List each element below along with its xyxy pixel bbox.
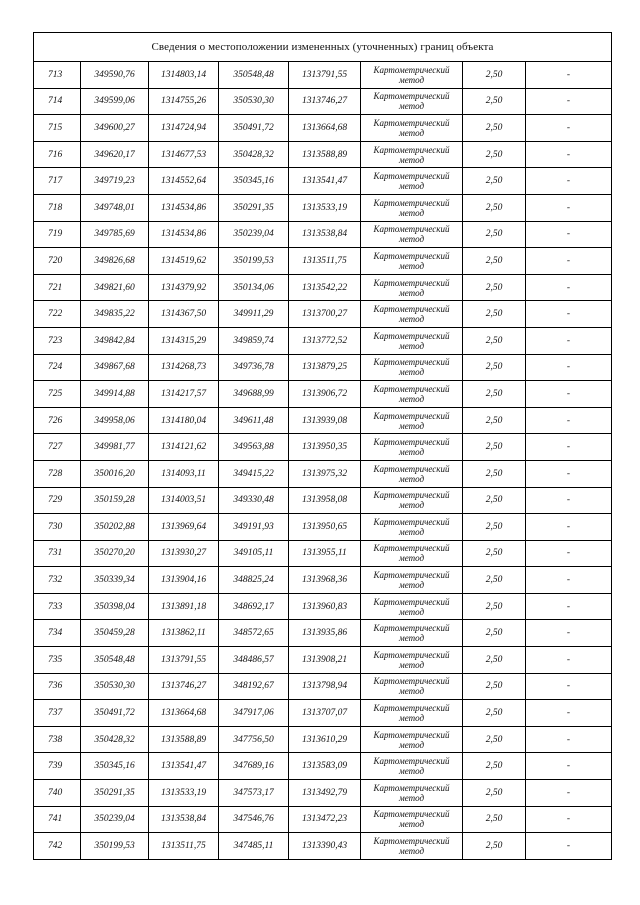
y-existing-cell: 1314093,11 (149, 460, 219, 487)
table-row (34, 673, 612, 700)
x-refined-cell: 348486,57 (219, 647, 289, 674)
note-cell: - (526, 726, 612, 753)
y-existing-cell: 1313533,19 (149, 780, 219, 807)
y-existing-cell: 1313746,27 (149, 673, 219, 700)
point-number-cell: 727 (34, 434, 81, 461)
y-existing-cell: 1313862,11 (149, 620, 219, 647)
table-row (34, 833, 612, 860)
point-number-cell: 737 (34, 700, 81, 727)
x-refined-cell: 349330,48 (219, 487, 289, 514)
y-refined-cell: 1313950,35 (289, 434, 361, 461)
note-cell: - (526, 434, 612, 461)
accuracy-cell: 2,50 (463, 726, 526, 753)
note-cell: - (526, 194, 612, 221)
point-number-cell: 723 (34, 327, 81, 354)
point-number-cell: 716 (34, 141, 81, 168)
y-existing-cell: 1313969,64 (149, 514, 219, 541)
point-number-cell: 733 (34, 593, 81, 620)
table-title-row (34, 33, 612, 62)
x-existing-cell: 350345,16 (81, 753, 149, 780)
method-cell: Картометрический метод (361, 194, 463, 221)
method-cell: Картометрический метод (361, 168, 463, 195)
x-refined-cell: 348692,17 (219, 593, 289, 620)
table-row (34, 168, 612, 195)
method-cell: Картометрический метод (361, 487, 463, 514)
note-cell: - (526, 381, 612, 408)
point-number-cell: 715 (34, 115, 81, 142)
point-number-cell: 739 (34, 753, 81, 780)
x-existing-cell: 350239,04 (81, 806, 149, 833)
x-refined-cell: 349105,11 (219, 540, 289, 567)
point-number-cell: 740 (34, 780, 81, 807)
note-cell: - (526, 806, 612, 833)
x-existing-cell: 349826,68 (81, 248, 149, 275)
x-existing-cell: 349748,01 (81, 194, 149, 221)
accuracy-cell: 2,50 (463, 514, 526, 541)
note-cell: - (526, 700, 612, 727)
y-existing-cell: 1314534,86 (149, 221, 219, 248)
note-cell: - (526, 115, 612, 142)
y-existing-cell: 1314755,26 (149, 88, 219, 115)
y-refined-cell: 1313588,89 (289, 141, 361, 168)
x-existing-cell: 350270,20 (81, 540, 149, 567)
x-existing-cell: 349599,06 (81, 88, 149, 115)
note-cell: - (526, 593, 612, 620)
method-cell: Картометрический метод (361, 806, 463, 833)
accuracy-cell: 2,50 (463, 540, 526, 567)
y-existing-cell: 1314367,50 (149, 301, 219, 328)
method-cell: Картометрический метод (361, 88, 463, 115)
x-refined-cell: 349191,93 (219, 514, 289, 541)
point-number-cell: 729 (34, 487, 81, 514)
note-cell: - (526, 673, 612, 700)
accuracy-cell: 2,50 (463, 780, 526, 807)
x-refined-cell: 350291,35 (219, 194, 289, 221)
x-refined-cell: 347485,11 (219, 833, 289, 860)
method-cell: Картометрический метод (361, 381, 463, 408)
method-cell: Картометрический метод (361, 301, 463, 328)
point-number-cell: 720 (34, 248, 81, 275)
x-refined-cell: 348825,24 (219, 567, 289, 594)
accuracy-cell: 2,50 (463, 301, 526, 328)
x-existing-cell: 349620,17 (81, 141, 149, 168)
y-refined-cell: 1313542,22 (289, 274, 361, 301)
method-cell: Картометрический метод (361, 833, 463, 860)
x-existing-cell: 349981,77 (81, 434, 149, 461)
x-refined-cell: 347917,06 (219, 700, 289, 727)
x-existing-cell: 349785,69 (81, 221, 149, 248)
y-refined-cell: 1313533,19 (289, 194, 361, 221)
point-number-cell: 714 (34, 88, 81, 115)
y-existing-cell: 1314803,14 (149, 62, 219, 89)
table-title: Сведения о местоположении измененных (уточненных) границ объекта (34, 33, 612, 62)
note-cell: - (526, 620, 612, 647)
y-refined-cell: 1313664,68 (289, 115, 361, 142)
note-cell: - (526, 248, 612, 275)
x-refined-cell: 349688,99 (219, 381, 289, 408)
method-cell: Картометрический метод (361, 407, 463, 434)
y-existing-cell: 1313538,84 (149, 806, 219, 833)
x-refined-cell: 349563,88 (219, 434, 289, 461)
y-refined-cell: 1313906,72 (289, 381, 361, 408)
point-number-cell: 735 (34, 647, 81, 674)
x-refined-cell: 349611,48 (219, 407, 289, 434)
x-existing-cell: 350459,28 (81, 620, 149, 647)
table-row (34, 434, 612, 461)
accuracy-cell: 2,50 (463, 806, 526, 833)
x-existing-cell: 350398,04 (81, 593, 149, 620)
y-refined-cell: 1313492,79 (289, 780, 361, 807)
y-refined-cell: 1313700,27 (289, 301, 361, 328)
x-existing-cell: 350339,34 (81, 567, 149, 594)
x-existing-cell: 349821,60 (81, 274, 149, 301)
note-cell: - (526, 88, 612, 115)
point-number-cell: 722 (34, 301, 81, 328)
point-number-cell: 732 (34, 567, 81, 594)
method-cell: Картометрический метод (361, 780, 463, 807)
y-refined-cell: 1313798,94 (289, 673, 361, 700)
x-existing-cell: 350530,30 (81, 673, 149, 700)
x-refined-cell: 350199,53 (219, 248, 289, 275)
method-cell: Картометрический метод (361, 753, 463, 780)
accuracy-cell: 2,50 (463, 115, 526, 142)
y-refined-cell: 1313538,84 (289, 221, 361, 248)
table-row (34, 381, 612, 408)
note-cell: - (526, 833, 612, 860)
table-row (34, 115, 612, 142)
method-cell: Картометрический метод (361, 540, 463, 567)
method-cell: Картометрический метод (361, 327, 463, 354)
table-row (34, 407, 612, 434)
x-refined-cell: 350239,04 (219, 221, 289, 248)
x-existing-cell: 350159,28 (81, 487, 149, 514)
table-row (34, 62, 612, 89)
y-refined-cell: 1313472,23 (289, 806, 361, 833)
x-existing-cell: 350428,32 (81, 726, 149, 753)
x-refined-cell: 347546,76 (219, 806, 289, 833)
note-cell: - (526, 780, 612, 807)
y-refined-cell: 1313707,07 (289, 700, 361, 727)
x-refined-cell: 349859,74 (219, 327, 289, 354)
method-cell: Картометрический метод (361, 567, 463, 594)
table-row (34, 194, 612, 221)
y-existing-cell: 1313930,27 (149, 540, 219, 567)
note-cell: - (526, 141, 612, 168)
note-cell: - (526, 221, 612, 248)
x-existing-cell: 349867,68 (81, 354, 149, 381)
y-refined-cell: 1313583,09 (289, 753, 361, 780)
method-cell: Картометрический метод (361, 460, 463, 487)
x-existing-cell: 350491,72 (81, 700, 149, 727)
x-existing-cell: 350548,48 (81, 647, 149, 674)
note-cell: - (526, 168, 612, 195)
table-row (34, 460, 612, 487)
y-refined-cell: 1313541,47 (289, 168, 361, 195)
x-refined-cell: 350345,16 (219, 168, 289, 195)
note-cell: - (526, 514, 612, 541)
x-refined-cell: 349415,22 (219, 460, 289, 487)
method-cell: Картометрический метод (361, 221, 463, 248)
table-row (34, 274, 612, 301)
y-existing-cell: 1313541,47 (149, 753, 219, 780)
method-cell: Картометрический метод (361, 593, 463, 620)
table-row (34, 726, 612, 753)
x-existing-cell: 349842,84 (81, 327, 149, 354)
y-existing-cell: 1314315,29 (149, 327, 219, 354)
x-existing-cell: 349914,88 (81, 381, 149, 408)
y-refined-cell: 1313958,08 (289, 487, 361, 514)
x-refined-cell: 347689,16 (219, 753, 289, 780)
note-cell: - (526, 540, 612, 567)
table-row (34, 514, 612, 541)
y-refined-cell: 1313960,83 (289, 593, 361, 620)
point-number-cell: 719 (34, 221, 81, 248)
y-existing-cell: 1314121,62 (149, 434, 219, 461)
y-existing-cell: 1314724,94 (149, 115, 219, 142)
accuracy-cell: 2,50 (463, 620, 526, 647)
accuracy-cell: 2,50 (463, 327, 526, 354)
x-refined-cell: 350134,06 (219, 274, 289, 301)
accuracy-cell: 2,50 (463, 274, 526, 301)
x-refined-cell: 348192,67 (219, 673, 289, 700)
table-row (34, 540, 612, 567)
y-existing-cell: 1313588,89 (149, 726, 219, 753)
table-row (34, 780, 612, 807)
accuracy-cell: 2,50 (463, 567, 526, 594)
x-refined-cell: 349736,78 (219, 354, 289, 381)
accuracy-cell: 2,50 (463, 434, 526, 461)
table-row (34, 301, 612, 328)
point-number-cell: 718 (34, 194, 81, 221)
x-refined-cell: 350428,32 (219, 141, 289, 168)
table-row (34, 700, 612, 727)
x-existing-cell: 350016,20 (81, 460, 149, 487)
table-row (34, 647, 612, 674)
note-cell: - (526, 354, 612, 381)
table-row (34, 593, 612, 620)
x-existing-cell: 349719,23 (81, 168, 149, 195)
y-refined-cell: 1313746,27 (289, 88, 361, 115)
table-row (34, 806, 612, 833)
method-cell: Картометрический метод (361, 700, 463, 727)
y-refined-cell: 1313511,75 (289, 248, 361, 275)
table-row (34, 141, 612, 168)
accuracy-cell: 2,50 (463, 833, 526, 860)
x-existing-cell: 349835,22 (81, 301, 149, 328)
x-existing-cell: 350202,88 (81, 514, 149, 541)
point-number-cell: 741 (34, 806, 81, 833)
y-existing-cell: 1314180,04 (149, 407, 219, 434)
point-number-cell: 728 (34, 460, 81, 487)
x-refined-cell: 350548,48 (219, 62, 289, 89)
accuracy-cell: 2,50 (463, 381, 526, 408)
accuracy-cell: 2,50 (463, 194, 526, 221)
y-existing-cell: 1313664,68 (149, 700, 219, 727)
y-refined-cell: 1313390,43 (289, 833, 361, 860)
y-existing-cell: 1314268,73 (149, 354, 219, 381)
method-cell: Картометрический метод (361, 141, 463, 168)
y-refined-cell: 1313950,65 (289, 514, 361, 541)
x-refined-cell: 347756,50 (219, 726, 289, 753)
accuracy-cell: 2,50 (463, 88, 526, 115)
point-number-cell: 717 (34, 168, 81, 195)
y-existing-cell: 1313511,75 (149, 833, 219, 860)
note-cell: - (526, 567, 612, 594)
y-existing-cell: 1314519,62 (149, 248, 219, 275)
table-row (34, 753, 612, 780)
table-row (34, 567, 612, 594)
document-page (33, 32, 611, 860)
table-row (34, 221, 612, 248)
x-existing-cell: 349958,06 (81, 407, 149, 434)
method-cell: Картометрический метод (361, 248, 463, 275)
method-cell: Картометрический метод (361, 726, 463, 753)
accuracy-cell: 2,50 (463, 460, 526, 487)
accuracy-cell: 2,50 (463, 593, 526, 620)
point-number-cell: 726 (34, 407, 81, 434)
y-existing-cell: 1313904,16 (149, 567, 219, 594)
y-existing-cell: 1314379,92 (149, 274, 219, 301)
note-cell: - (526, 460, 612, 487)
method-cell: Картометрический метод (361, 673, 463, 700)
note-cell: - (526, 62, 612, 89)
accuracy-cell: 2,50 (463, 221, 526, 248)
y-refined-cell: 1313939,08 (289, 407, 361, 434)
x-existing-cell: 350199,53 (81, 833, 149, 860)
point-number-cell: 724 (34, 354, 81, 381)
note-cell: - (526, 327, 612, 354)
y-refined-cell: 1313955,11 (289, 540, 361, 567)
point-number-cell: 734 (34, 620, 81, 647)
y-refined-cell: 1313772,52 (289, 327, 361, 354)
accuracy-cell: 2,50 (463, 248, 526, 275)
table-row (34, 327, 612, 354)
table-row (34, 248, 612, 275)
method-cell: Картометрический метод (361, 620, 463, 647)
method-cell: Картометрический метод (361, 62, 463, 89)
y-existing-cell: 1314003,51 (149, 487, 219, 514)
y-existing-cell: 1313791,55 (149, 647, 219, 674)
point-number-cell: 736 (34, 673, 81, 700)
y-existing-cell: 1314534,86 (149, 194, 219, 221)
x-existing-cell: 349590,76 (81, 62, 149, 89)
table-row (34, 620, 612, 647)
x-refined-cell: 350491,72 (219, 115, 289, 142)
accuracy-cell: 2,50 (463, 753, 526, 780)
accuracy-cell: 2,50 (463, 354, 526, 381)
method-cell: Картометрический метод (361, 115, 463, 142)
y-refined-cell: 1313879,25 (289, 354, 361, 381)
accuracy-cell: 2,50 (463, 487, 526, 514)
table-row (34, 487, 612, 514)
method-cell: Картометрический метод (361, 514, 463, 541)
note-cell: - (526, 407, 612, 434)
point-number-cell: 721 (34, 274, 81, 301)
point-number-cell: 731 (34, 540, 81, 567)
note-cell: - (526, 274, 612, 301)
y-refined-cell: 1313610,29 (289, 726, 361, 753)
table-row (34, 88, 612, 115)
method-cell: Картометрический метод (361, 434, 463, 461)
accuracy-cell: 2,50 (463, 62, 526, 89)
accuracy-cell: 2,50 (463, 407, 526, 434)
y-refined-cell: 1313935,86 (289, 620, 361, 647)
point-number-cell: 725 (34, 381, 81, 408)
y-refined-cell: 1313791,55 (289, 62, 361, 89)
point-number-cell: 730 (34, 514, 81, 541)
y-existing-cell: 1313891,18 (149, 593, 219, 620)
x-existing-cell: 349600,27 (81, 115, 149, 142)
x-refined-cell: 348572,65 (219, 620, 289, 647)
y-existing-cell: 1314677,53 (149, 141, 219, 168)
point-number-cell: 742 (34, 833, 81, 860)
accuracy-cell: 2,50 (463, 673, 526, 700)
note-cell: - (526, 487, 612, 514)
table-row (34, 354, 612, 381)
y-existing-cell: 1314552,64 (149, 168, 219, 195)
accuracy-cell: 2,50 (463, 647, 526, 674)
x-refined-cell: 349911,29 (219, 301, 289, 328)
y-refined-cell: 1313968,36 (289, 567, 361, 594)
note-cell: - (526, 647, 612, 674)
x-refined-cell: 347573,17 (219, 780, 289, 807)
note-cell: - (526, 753, 612, 780)
method-cell: Картометрический метод (361, 274, 463, 301)
x-existing-cell: 350291,35 (81, 780, 149, 807)
point-number-cell: 713 (34, 62, 81, 89)
note-cell: - (526, 301, 612, 328)
method-cell: Картометрический метод (361, 354, 463, 381)
boundary-table (33, 32, 612, 860)
y-refined-cell: 1313975,32 (289, 460, 361, 487)
accuracy-cell: 2,50 (463, 168, 526, 195)
point-number-cell: 738 (34, 726, 81, 753)
accuracy-cell: 2,50 (463, 141, 526, 168)
x-refined-cell: 350530,30 (219, 88, 289, 115)
method-cell: Картометрический метод (361, 647, 463, 674)
accuracy-cell: 2,50 (463, 700, 526, 727)
y-refined-cell: 1313908,21 (289, 647, 361, 674)
y-existing-cell: 1314217,57 (149, 381, 219, 408)
